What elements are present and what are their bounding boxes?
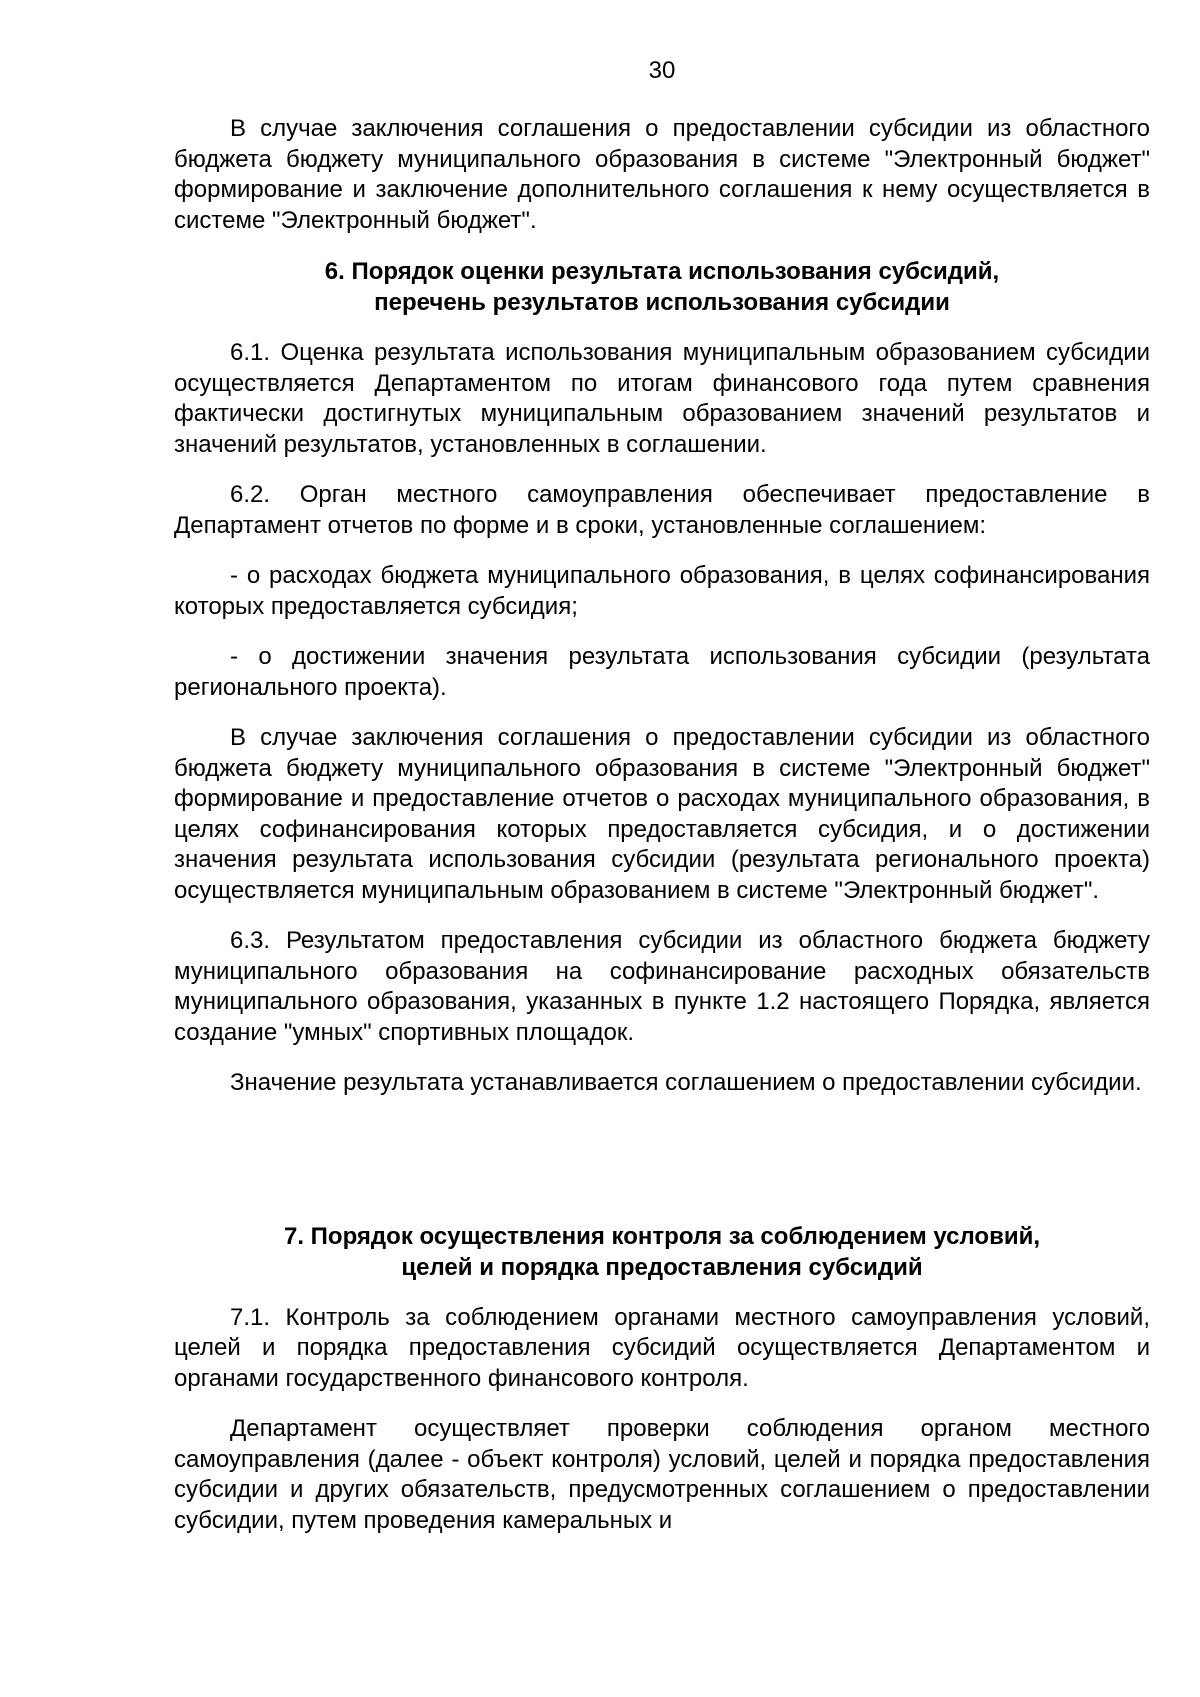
paragraph-6-1: 6.1. Оценка результата использования муниципальным образованием субсидии осуществляется Департаментом по итогам финансового года путем сравнения фактически достигнутых муниципальным образованием значений результатов и значений результатов, установленных в соглашении. xyxy=(174,339,1150,458)
paragraph-result-value: Значение результата устанавливается соглашением о предоставлении субсидии. xyxy=(230,1069,1142,1096)
section-spacer xyxy=(174,1119,1150,1221)
section-heading-6 xyxy=(174,256,1150,318)
section-heading-7-line2: целей и порядка предоставления субсидий xyxy=(401,1253,923,1281)
list-item-expenses-report: - о расходах бюджета муниципального образования, в целях софинансирования которых предоставляется субсидия; xyxy=(174,562,1150,620)
section-heading-6-line2: перечень результатов использования субсидии xyxy=(374,289,950,316)
paragraph-electronic-budget-reports: В случае заключения соглашения о предоставлении субсидии из областного бюджета бюджету муниципального образования в системе "Электронный бюджет" формирование и предоставление отчетов о расходах муниципального образования, в целях софинансирования которых предоставляется субсидия, и о достижении значения результата использования субсидии (результата регионального проекта) осуществляется муниципальным образованием в системе "Электронный бюджет". xyxy=(174,724,1150,904)
section-heading-7-line1: 7. Порядок осуществления контроля за соблюдением условий, xyxy=(283,1222,1040,1250)
paragraph-7-1: 7.1. Контроль за соблюдением органами местного самоуправления условий, целей и порядка предоставления субсидий осуществляется Департаментом и органами государственного финансового контроля. xyxy=(174,1303,1150,1392)
document-body xyxy=(174,114,1150,1556)
paragraph-6-3: 6.3. Результатом предоставления субсидии из областного бюджета бюджету муниципального образования на софинансирование расходных обязательств муниципального образования, указанных в пункте 1.2 настоящего Порядка, является создание "умных" спортивных площадок. xyxy=(174,927,1150,1046)
page-number: 30 xyxy=(648,57,676,84)
section-heading-7 xyxy=(174,1221,1150,1283)
paragraph-6-2: 6.2. Орган местного самоуправления обеспечивает предоставление в Департамент отчетов по форме и в сроки, установленные соглашением: xyxy=(174,481,1150,539)
document-page xyxy=(174,0,1150,1697)
paragraph-electronic-budget-agreement: В случае заключения соглашения о предоставлении субсидии из областного бюджета бюджету муниципального образования в системе "Электронный бюджет" формирование и заключение дополнительного соглашения к нему осуществляется в системе "Электронный бюджет". xyxy=(174,115,1150,234)
list-item-result-report: - о достижении значения результата использования субсидии (результата регионального проекта). xyxy=(174,643,1150,701)
paragraph-department-inspections: Департамент осуществляет проверки соблюдения органом местного самоуправления (далее - объект контроля) условий, целей и порядка предоставления субсидии и других обязательств, предусмотренных соглашением о предоставлении субсидии, путем проведения камеральных и xyxy=(174,1415,1150,1534)
section-heading-6-line1: 6. Порядок оценки результата использования субсидий, xyxy=(324,258,1000,285)
